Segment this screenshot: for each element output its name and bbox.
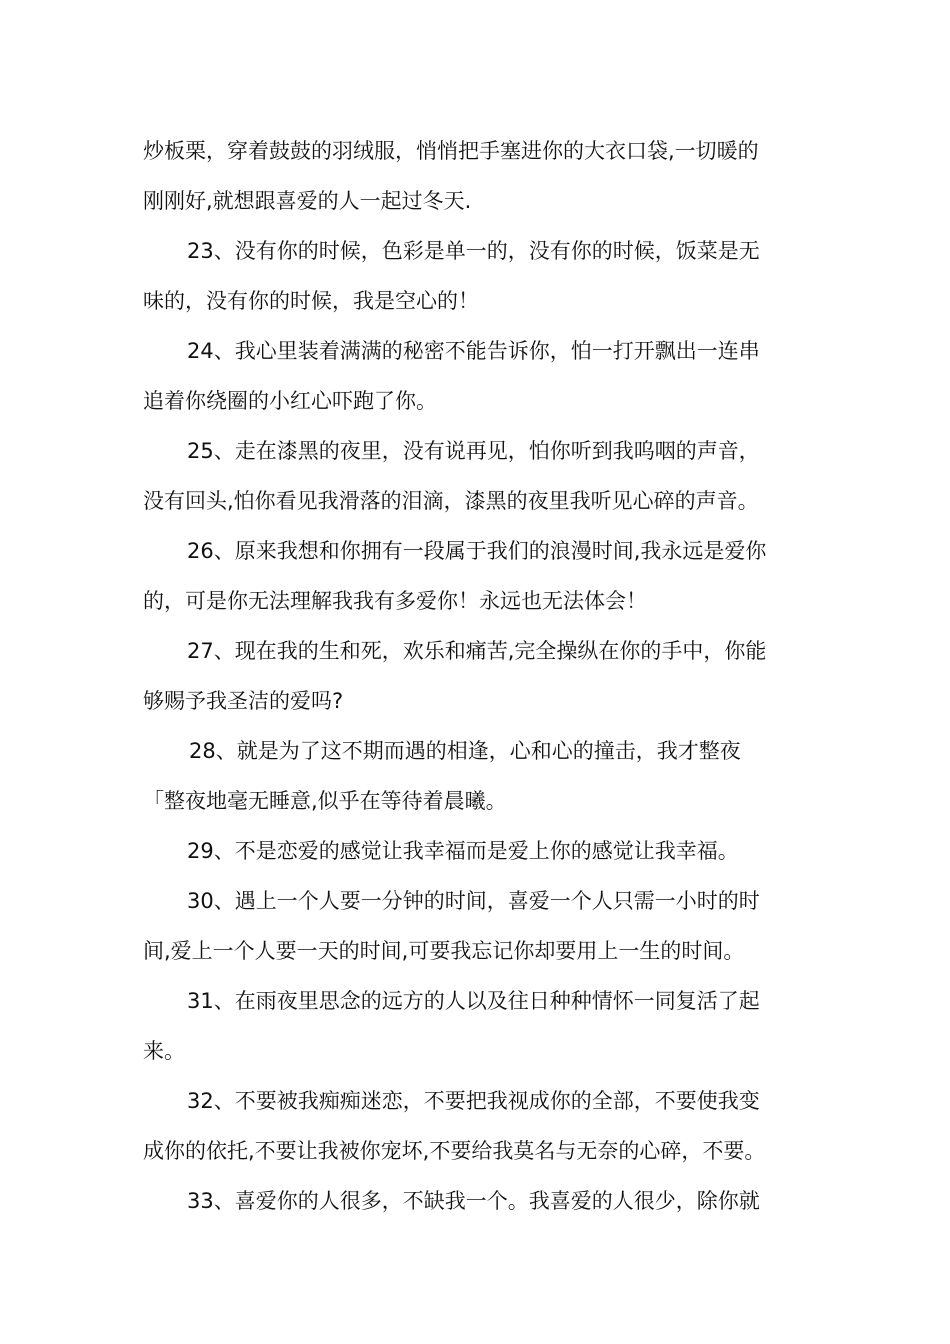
line-text: 成你的依托,不要让我被你宠坏,不要给我莫名与无奈的心碎，不要。: [143, 1139, 766, 1163]
text-line: [0, 1131, 950, 1171]
text-line: [0, 131, 950, 171]
line-text: 25、走在漆黑的夜里，没有说再见，怕你听到我呜咽的声音，: [187, 439, 760, 463]
text-line: [0, 181, 950, 221]
line-text: 26、原来我想和你拥有一段属于我们的浪漫时间,我永远是爱你: [187, 539, 767, 563]
text-line: [0, 431, 950, 471]
text-line: [0, 681, 950, 721]
line-text: 32、不要被我痴痴迷恋，不要把我视成你的全部，不要使我变: [187, 1089, 760, 1113]
line-text: 23、没有你的时候，色彩是单一的，没有你的时候，饭菜是无: [187, 239, 760, 263]
line-text: 刚刚好,就想跟喜爱的人一起过冬天.: [143, 189, 472, 213]
line-text: 够赐予我圣洁的爱吗?: [143, 689, 344, 713]
text-line: [0, 1031, 950, 1071]
line-text: 「整夜地毫无睡意,似乎在等待着晨曦。: [143, 789, 507, 813]
line-text: 间,爱上一个人要一天的时间,可要我忘记你却要用上一生的时间。: [143, 939, 745, 963]
text-line: [0, 281, 950, 321]
text-line: [0, 331, 950, 371]
text-line: [0, 981, 950, 1021]
text-line: [0, 531, 950, 571]
line-text: 33、喜爱你的人很多，不缺我一个。我喜爱的人很少，除你就: [187, 1189, 760, 1213]
text-line: [0, 1081, 950, 1121]
line-text: 27、现在我的生和死，欢乐和痛苦,完全操纵在你的手中，你能: [187, 639, 767, 663]
line-text: 24、我心里装着满满的秘密不能告诉你，怕一打开飘出一连串: [187, 339, 760, 363]
text-line: [0, 831, 950, 871]
text-line: [0, 631, 950, 671]
line-text: 没有回头,怕你看见我滑落的泪滴，漆黑的夜里我听见心碎的声音。: [143, 489, 759, 513]
text-line: [0, 581, 950, 621]
line-text: 29、不是恋爱的感觉让我幸福而是爱上你的感觉让我幸福。: [187, 839, 739, 863]
text-line: [0, 231, 950, 271]
line-text: 味的，没有你的时候，我是空心的！: [143, 289, 479, 313]
text-line: [0, 1181, 950, 1221]
text-line: [0, 781, 950, 821]
text-line: [0, 731, 950, 771]
line-text: 追着你绕圈的小红心吓跑了你。: [143, 389, 437, 413]
text-line: [0, 881, 950, 921]
line-text: 的，可是你无法理解我我有多爱你！永远也无法体会！: [143, 589, 647, 613]
text-line: [0, 481, 950, 521]
line-text: 30、遇上一个人要一分钟的时间，喜爱一个人只需一小时的时: [187, 889, 760, 913]
line-text: 28、就是为了这不期而遇的相逢，心和心的撞击，我才整夜: [189, 739, 741, 763]
text-line: [0, 931, 950, 971]
line-text: 来。: [143, 1039, 185, 1063]
line-text: 炒板栗，穿着鼓鼓的羽绒服，悄悄把手塞进你的大衣口袋,一切暖的: [143, 139, 759, 163]
text-line: [0, 381, 950, 421]
line-text: 31、在雨夜里思念的远方的人以及往日种种情怀一同复活了起: [187, 989, 760, 1013]
